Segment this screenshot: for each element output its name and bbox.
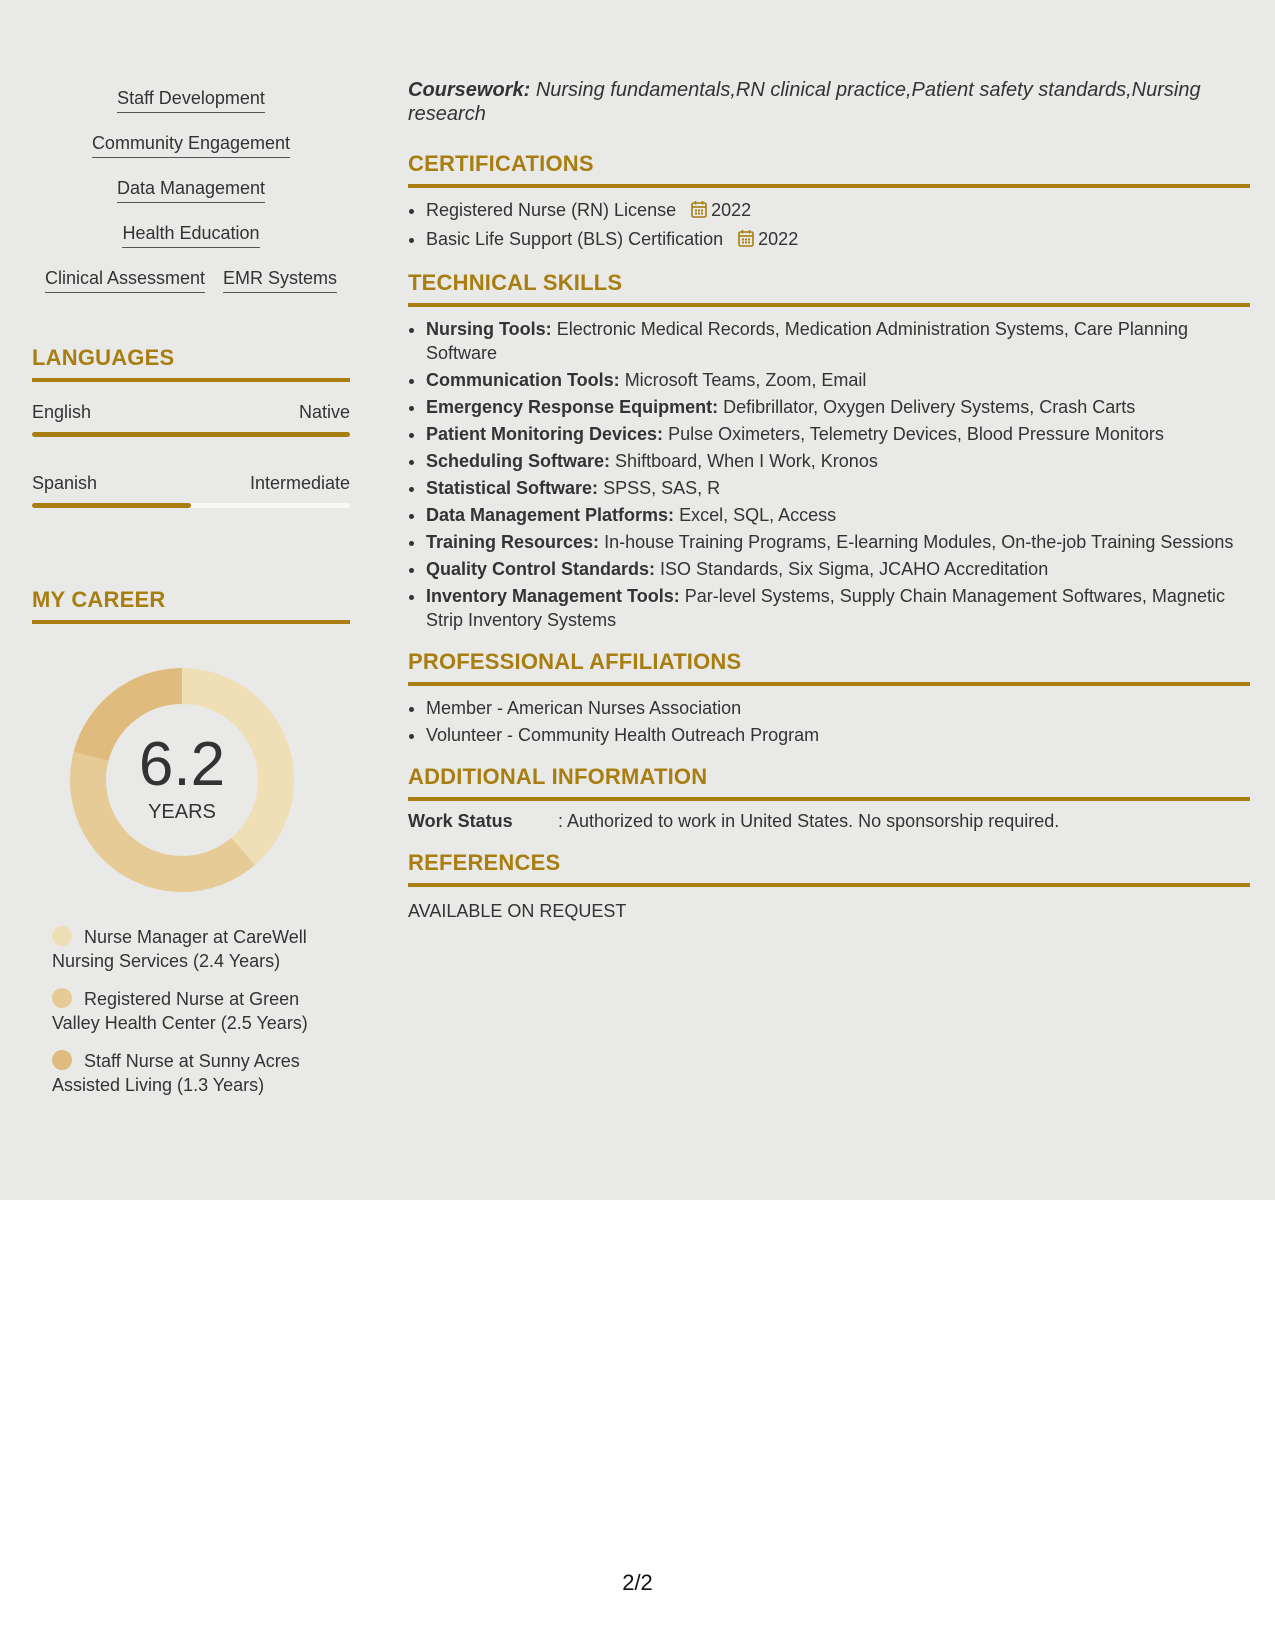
skill-category: Inventory Management Tools: bbox=[426, 586, 680, 606]
technical-skills-section bbox=[408, 269, 1250, 632]
technical-skill-item bbox=[426, 449, 1250, 473]
career-legend bbox=[52, 925, 342, 1111]
skill-values: Defibrillator, Oxygen Delivery Systems, Crash Carts bbox=[723, 397, 1136, 417]
skill-values: Pulse Oximeters, Telemetry Devices, Blood Pressure Monitors bbox=[668, 424, 1164, 444]
certification-name: Basic Life Support (BLS) Certification bbox=[426, 229, 724, 249]
legend-dot bbox=[52, 988, 72, 1008]
skill-category: Nursing Tools: bbox=[426, 319, 552, 339]
skill-values: SPSS, SAS, R bbox=[603, 478, 721, 498]
language-item bbox=[32, 471, 350, 508]
skill-tag: Staff Development bbox=[117, 86, 265, 113]
career-legend-item bbox=[52, 987, 342, 1035]
technical-skill-item bbox=[426, 584, 1250, 632]
technical-skills-heading: TECHNICAL SKILLS bbox=[408, 269, 1250, 307]
career-legend-item bbox=[52, 925, 342, 973]
certification-name: Registered Nurse (RN) License bbox=[426, 200, 677, 220]
right-column bbox=[408, 78, 1250, 939]
career-legend-item bbox=[52, 1049, 342, 1097]
languages-section bbox=[32, 344, 350, 508]
skill-tag: Clinical Assessment bbox=[45, 266, 205, 293]
skill-values: Excel, SQL, Access bbox=[679, 505, 837, 525]
career-section bbox=[32, 586, 350, 624]
skill-category: Statistical Software: bbox=[426, 478, 599, 498]
career-total-years: 6.2 bbox=[138, 730, 226, 799]
skill-values: Par-level Systems, Supply Chain Management Softwares, Magnetic Strip Inventory Systems bbox=[426, 586, 1225, 630]
skill-tags bbox=[32, 86, 350, 311]
language-level: Intermediate bbox=[249, 473, 350, 493]
affiliations-heading: PROFESSIONAL AFFILIATIONS bbox=[408, 648, 1250, 686]
certification-item bbox=[426, 227, 1250, 253]
skill-tag: EMR Systems bbox=[223, 266, 337, 293]
coursework bbox=[408, 78, 1250, 126]
references-text: AVAILABLE ON REQUEST bbox=[408, 901, 627, 921]
certification-year: 2022 bbox=[711, 200, 752, 220]
skill-category: Patient Monitoring Devices: bbox=[426, 424, 664, 444]
skill-tag-row bbox=[32, 131, 350, 176]
skill-values: Electronic Medical Records, Medication Administration Systems, Care Planning Software bbox=[426, 319, 1188, 363]
certifications-heading: CERTIFICATIONS bbox=[408, 150, 1250, 188]
references-section bbox=[408, 849, 1250, 923]
legend-label: Nurse Manager at CareWell Nursing Services (2.4 Years) bbox=[52, 927, 307, 971]
additional-info-heading: ADDITIONAL INFORMATION bbox=[408, 763, 1250, 801]
skill-category: Emergency Response Equipment: bbox=[426, 397, 719, 417]
work-status-label: Work Status bbox=[408, 811, 513, 831]
language-proficiency-fill bbox=[32, 432, 350, 437]
affiliations-list bbox=[408, 696, 1250, 747]
work-status-value: : Authorized to work in United States. No sponsorship required. bbox=[558, 811, 1060, 831]
language-proficiency-bar bbox=[32, 503, 350, 508]
coursework-text: Nursing fundamentals,RN clinical practice,Patient safety standards,Nursing research bbox=[408, 79, 1201, 125]
technical-skill-item bbox=[426, 557, 1250, 581]
skill-values: In-house Training Programs, E-learning Modules, On-the-job Training Sessions bbox=[604, 532, 1234, 552]
career-years-unit: YEARS bbox=[148, 801, 216, 823]
skill-values: Microsoft Teams, Zoom, Email bbox=[624, 370, 867, 390]
technical-skill-item bbox=[426, 503, 1250, 527]
calendar-icon bbox=[738, 229, 754, 253]
technical-skill-item bbox=[426, 395, 1250, 419]
skill-tag-row bbox=[32, 221, 350, 266]
language-proficiency-fill bbox=[32, 503, 191, 508]
donut-center-label bbox=[62, 660, 302, 900]
technical-skill-item bbox=[426, 476, 1250, 500]
page-number: 2/2 bbox=[622, 1570, 653, 1595]
coursework-label: Coursework: bbox=[408, 79, 531, 101]
language-name: English bbox=[32, 402, 92, 422]
technical-skill-item bbox=[426, 368, 1250, 392]
skill-category: Scheduling Software: bbox=[426, 451, 611, 471]
skill-category: Training Resources: bbox=[426, 532, 600, 552]
references-heading: REFERENCES bbox=[408, 849, 1250, 887]
skill-tag-row bbox=[32, 176, 350, 221]
legend-label: Staff Nurse at Sunny Acres Assisted Living (1.3 Years) bbox=[52, 1051, 300, 1095]
technical-skills-list bbox=[408, 317, 1250, 632]
skill-tag-row bbox=[32, 86, 350, 131]
skill-category: Data Management Platforms: bbox=[426, 505, 675, 525]
technical-skill-item bbox=[426, 317, 1250, 365]
skill-category: Quality Control Standards: bbox=[426, 559, 656, 579]
technical-skill-item bbox=[426, 530, 1250, 554]
legend-dot bbox=[52, 926, 72, 946]
languages-heading: LANGUAGES bbox=[32, 344, 350, 382]
skill-values: ISO Standards, Six Sigma, JCAHO Accreditation bbox=[660, 559, 1049, 579]
language-proficiency-bar bbox=[32, 432, 350, 437]
technical-skill-item bbox=[426, 422, 1250, 446]
language-name: Spanish bbox=[32, 473, 98, 493]
legend-label: Registered Nurse at Green Valley Health Center (2.5 Years) bbox=[52, 989, 308, 1033]
career-heading: MY CAREER bbox=[32, 586, 350, 624]
calendar-icon bbox=[691, 200, 707, 224]
career-donut-chart bbox=[62, 660, 302, 900]
work-status-row bbox=[408, 809, 1250, 833]
skill-values: Shiftboard, When I Work, Kronos bbox=[615, 451, 878, 471]
affiliations-section bbox=[408, 648, 1250, 747]
certification-item bbox=[426, 198, 1250, 224]
affiliation-item: • Member - American Nurses Association bbox=[426, 696, 1250, 720]
skill-category: Communication Tools: bbox=[426, 370, 620, 390]
skill-tag: Community Engagement bbox=[92, 131, 290, 158]
certifications-list bbox=[408, 198, 1250, 253]
certifications-section bbox=[408, 150, 1250, 253]
skill-tag: Data Management bbox=[117, 176, 265, 203]
certification-year: 2022 bbox=[758, 229, 799, 249]
affiliation-item: • Volunteer - Community Health Outreach Program bbox=[426, 723, 1250, 747]
additional-info-section bbox=[408, 763, 1250, 833]
legend-dot bbox=[52, 1050, 72, 1070]
language-level: Native bbox=[298, 402, 350, 422]
skill-tag-row bbox=[32, 266, 350, 311]
language-item bbox=[32, 400, 350, 437]
skill-tag: Health Education bbox=[122, 221, 259, 248]
